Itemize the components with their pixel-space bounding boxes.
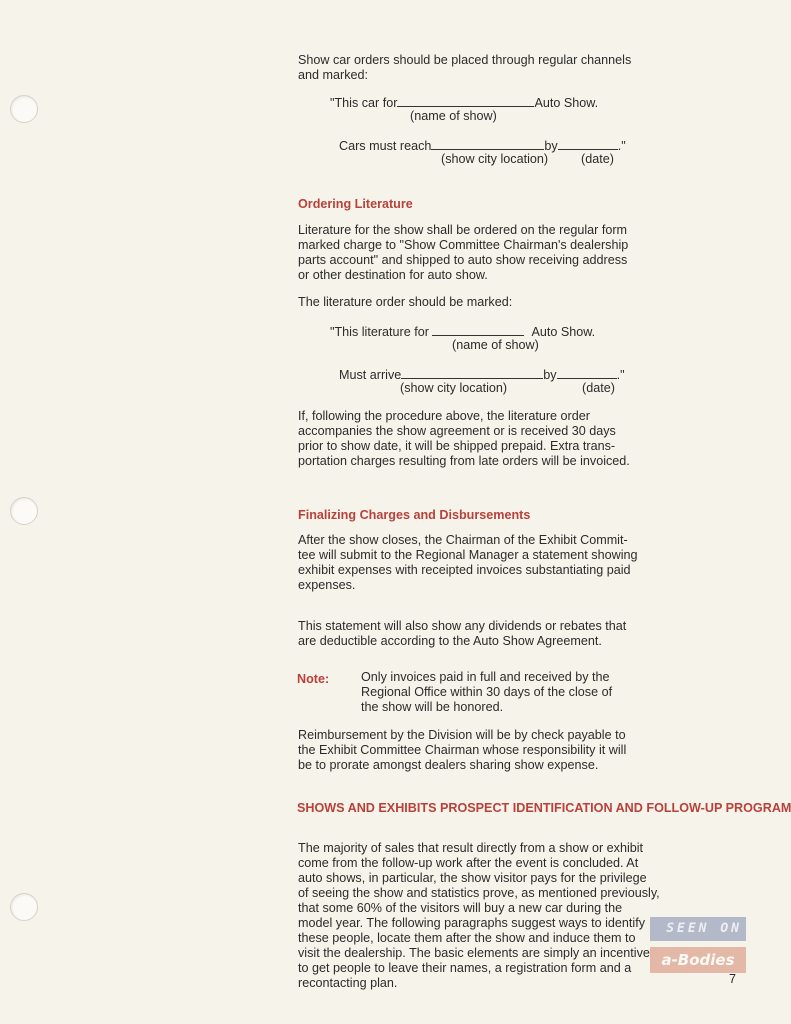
car-form-caption-1: (name of show) [410,109,497,123]
ordering-literature-paragraph-1: Literature for the show shall be ordered on the regular form marked charge to "Show Committee Chairman's dealership parts account" and shipped to auto show receiving address or other destination for auto show. [298,223,629,282]
literature-form-line-2 [339,367,625,382]
watermark-top-text: SEEN ON [650,917,746,941]
car-form-reach-prefix: Cars must reach [339,139,432,153]
literature-form-arrive-prefix: Must arrive [339,368,402,382]
intro-paragraph: Show car orders should be placed through regular channels and marked: [298,53,632,82]
ordering-literature-paragraph-2: The literature order should be marked: [298,295,513,309]
finalizing-paragraph-1: After the show closes, the Chairman of the Exhibit Commit- tee will submit to the Regional Manager a statement showing exhibit expenses with receipted invoices substantiating paid expenses. [298,533,638,592]
note-text: Only invoices paid in full and received by the Regional Office within 30 days of the close of the show will be honored. [361,670,613,714]
literature-form-suffix: Auto Show. [531,325,596,339]
binder-hole-bottom [10,893,38,921]
literature-form-line-1 [330,324,595,339]
literature-form-caption-date: (date) [582,381,615,395]
car-form-prefix: "This car for [330,96,398,110]
prospect-heading: SHOWS AND EXHIBITS PROSPECT IDENTIFICATION AND FOLLOW-UP PROGRAM [297,801,791,815]
binder-hole-top [10,95,38,123]
prospect-paragraph: The majority of sales that result directly from a show or exhibit come from the follow-up work after the event is concluded. At auto shows, in particular, the show visitor pays for the privilege of seeing the show and statistics prove, as mentioned previously, that some 60% of the visitors will buy a new car during the model year. The following paragraphs suggest ways to identify these people, locate them after the show and induce them to visit the dealership. The basic elements are simply an incentive to get people to leave their names, a registration form and a recontacting plan. [298,841,660,990]
literature-form-prefix: "This literature for [330,325,429,339]
finalizing-heading: Finalizing Charges and Disbursements [298,508,531,522]
page-number: 7 [729,972,737,986]
watermark-bottom-text: a-Bodies [650,947,746,973]
car-form-line-2 [339,138,626,153]
date-blank [558,138,618,150]
car-form-suffix: Auto Show. [534,96,599,110]
car-form-caption-location: (show city location) [441,152,549,166]
ordering-literature-paragraph-3: If, following the procedure above, the literature order accompanies the show agreement or is received 30 days prior to show date, it will be shipped prepaid. Extra trans- portation charges resulting from late orders will be invoiced. [298,409,630,468]
car-form-by: by [544,139,558,153]
literature-form-end: ." [616,368,625,382]
finalizing-paragraph-3: Reimbursement by the Division will be by check payable to the Exhibit Committee Chairman whose responsibility it will be to prorate amongst dealers sharing show expense. [298,728,627,772]
note-label: Note: [297,672,330,686]
watermark-logo [650,917,746,975]
literature-form-caption-location: (show city location) [400,381,508,395]
literature-date-blank [557,367,617,379]
car-form-end: ." [617,139,626,153]
car-form-line-1 [330,95,598,110]
binder-hole-middle [10,497,38,525]
literature-show-city-location-blank [401,367,543,379]
literature-form-by: by [543,368,557,382]
name-of-show-blank [397,95,534,107]
finalizing-paragraph-2: This statement will also show any dividends or rebates that are deductible according to the Auto Show Agreement. [298,619,627,648]
car-form-caption-date: (date) [581,152,614,166]
literature-form-caption-1: (name of show) [452,338,539,352]
show-city-location-blank [431,138,544,150]
ordering-literature-heading: Ordering Literature [298,197,413,211]
literature-name-of-show-blank [432,324,524,336]
